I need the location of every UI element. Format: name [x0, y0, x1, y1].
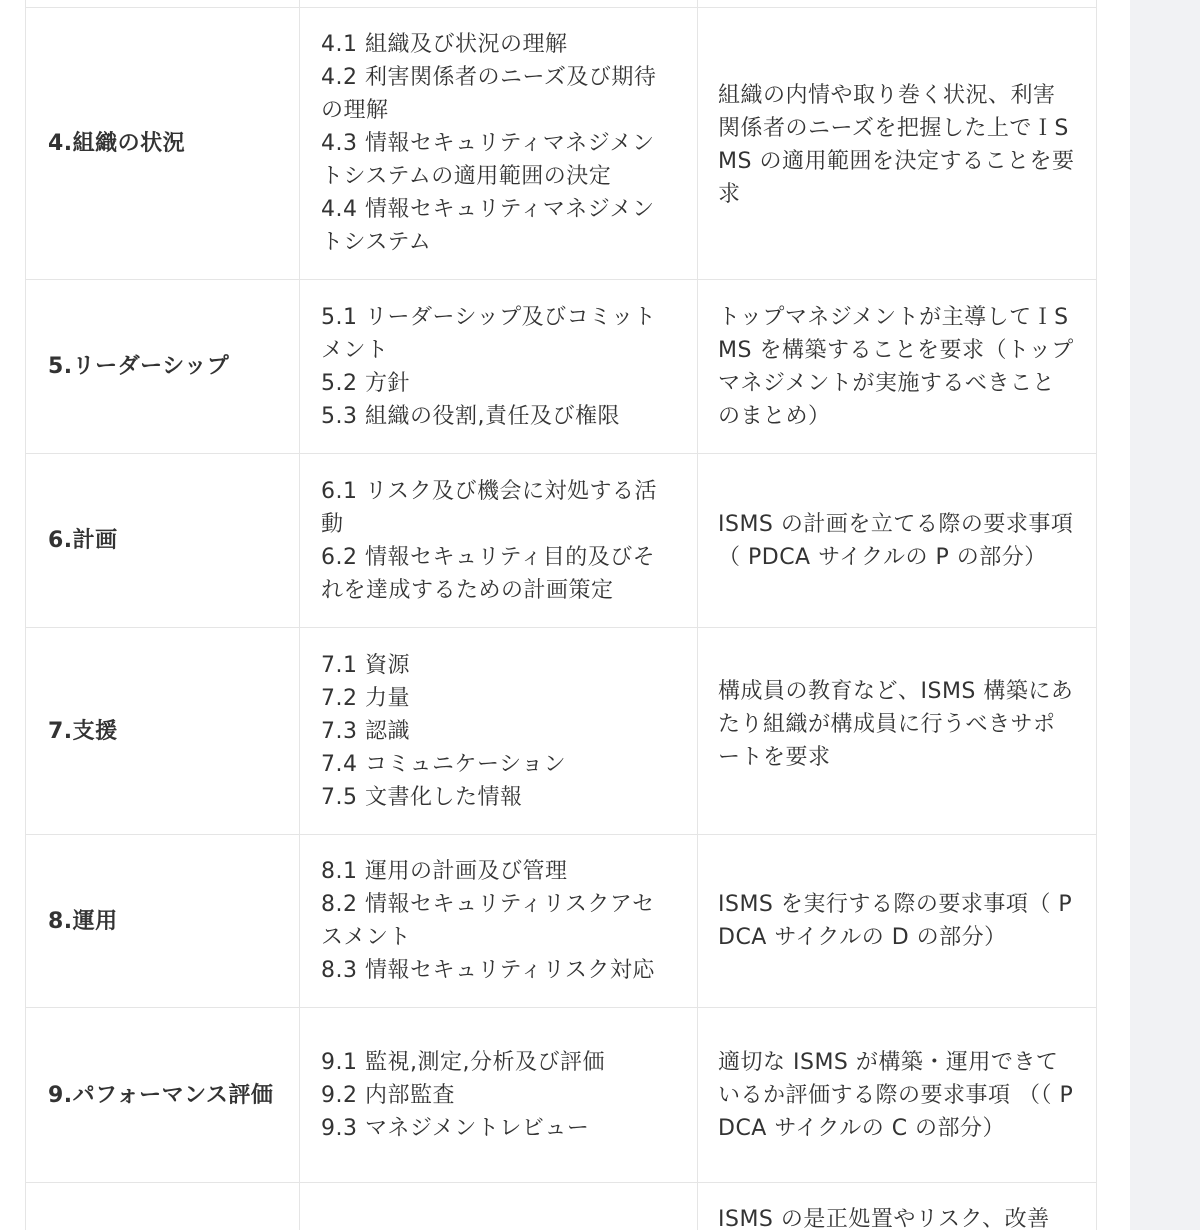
section-cell — [26, 0, 300, 8]
section-cell: 4.組織の状況 — [26, 8, 300, 280]
clause-item: 9.2 内部監査 — [321, 1082, 455, 1108]
clause-list-cell — [300, 835, 698, 1008]
table-row — [26, 1008, 1097, 1183]
description-text: ISMS の計画を立てる際の要求事項（ PDCA サイクルの P の部分） — [718, 511, 1074, 570]
clause-item: 5.3 組織の役割,責任及び権限 — [321, 403, 620, 429]
description-cell — [698, 628, 1097, 835]
description-cell — [698, 280, 1097, 454]
clause-list-cell — [300, 280, 698, 454]
clause-item: 4.4 情報セキュリティマネジメントシステム — [321, 197, 655, 255]
description-text: 組織の内情や取り巻く状況、利害関係者のニーズを把握した上でＩSMS の適用範囲を決定することを要求 — [718, 83, 1075, 207]
clause-list-cell — [300, 1183, 698, 1230]
clause-list-cell — [300, 628, 698, 835]
section-cell: 9.パフォーマンス評価 — [26, 1008, 300, 1183]
clause-item: 6.2 情報セキュリティ目的及びそれを達成するための計画策定 — [321, 544, 656, 603]
table-row — [26, 8, 1097, 280]
clause-item: 6.1 リスク及び機会に対処する活動 — [321, 478, 658, 537]
clause-item: 7.1 資源 — [321, 652, 410, 678]
section-cell: 8.運用 — [26, 835, 300, 1008]
clause-item: 9.1 監視,測定,分析及び評価 — [321, 1049, 605, 1075]
clause-item: 5.1 リーダーシップ及びコミットメント — [321, 304, 657, 363]
section-cell: 5.リーダーシップ — [26, 280, 300, 454]
description-cell — [698, 0, 1097, 8]
clause-item: 9.3 マネジメントレビュー — [321, 1115, 590, 1141]
clause-item: 4.3 情報セキュリティマネジメントシステムの適用範囲の決定 — [321, 131, 655, 189]
description-cell — [698, 1183, 1097, 1230]
description-cell — [698, 835, 1097, 1008]
clause-item: 7.4 コミュニケーション — [321, 751, 567, 777]
clause-item: 5.2 方針 — [321, 370, 410, 396]
clause-list-cell — [300, 454, 698, 628]
clause-item: 8.3 情報セキュリティリスク対応 — [321, 958, 655, 983]
section-cell: 6.計画 — [26, 454, 300, 628]
description-text: 適切な ISMS が構築・運用できているか評価する際の要求事項 （（ PDCA サイクルの C の部分） — [718, 1049, 1074, 1141]
clause-item: 7.5 文書化した情報 — [321, 784, 523, 810]
clause-item: 8.2 情報セキュリティリスクアセスメント — [321, 892, 655, 950]
table-row — [26, 280, 1097, 454]
table-row — [26, 835, 1097, 1008]
description-cell — [698, 8, 1097, 280]
clause-list-cell — [300, 1008, 698, 1183]
clause-item: 7.2 力量 — [321, 685, 410, 711]
description-cell — [698, 1008, 1097, 1183]
isms-requirements-table-container — [25, 0, 1096, 1230]
isms-requirements-table — [25, 0, 1097, 1230]
clause-item: 4.2 利害関係者のニーズ及び期待の理解 — [321, 65, 657, 123]
table-row — [26, 1183, 1097, 1230]
right-side-panel — [1130, 0, 1200, 1230]
clause-list-cell — [300, 8, 698, 280]
description-text: 構成員の教育など、ISMS 構築にあたり組織が構成員に行うべきサポートを要求 — [718, 679, 1074, 770]
table-row — [26, 628, 1097, 835]
section-cell: 7.支援 — [26, 628, 300, 835]
table-row — [26, 454, 1097, 628]
clause-item: 4.1 組織及び状況の理解 — [321, 32, 568, 57]
description-cell — [698, 454, 1097, 628]
description-text: ISMS を実行する際の要求事項（ PDCA サイクルの D の部分） — [718, 892, 1073, 950]
clause-item: 7.3 認識 — [321, 718, 410, 744]
section-cell — [26, 1183, 300, 1230]
description-text: ISMS の是正処置やリスク、改善 — [718, 1207, 1050, 1230]
description-text: トップマネジメントが主導してＩSMS を構築することを要求（トップマネジメントが実施するべきことのまとめ） — [718, 304, 1074, 429]
table-row — [26, 0, 1097, 8]
clause-item: 8.1 運用の計画及び管理 — [321, 859, 568, 884]
clause-list-cell — [300, 0, 698, 8]
